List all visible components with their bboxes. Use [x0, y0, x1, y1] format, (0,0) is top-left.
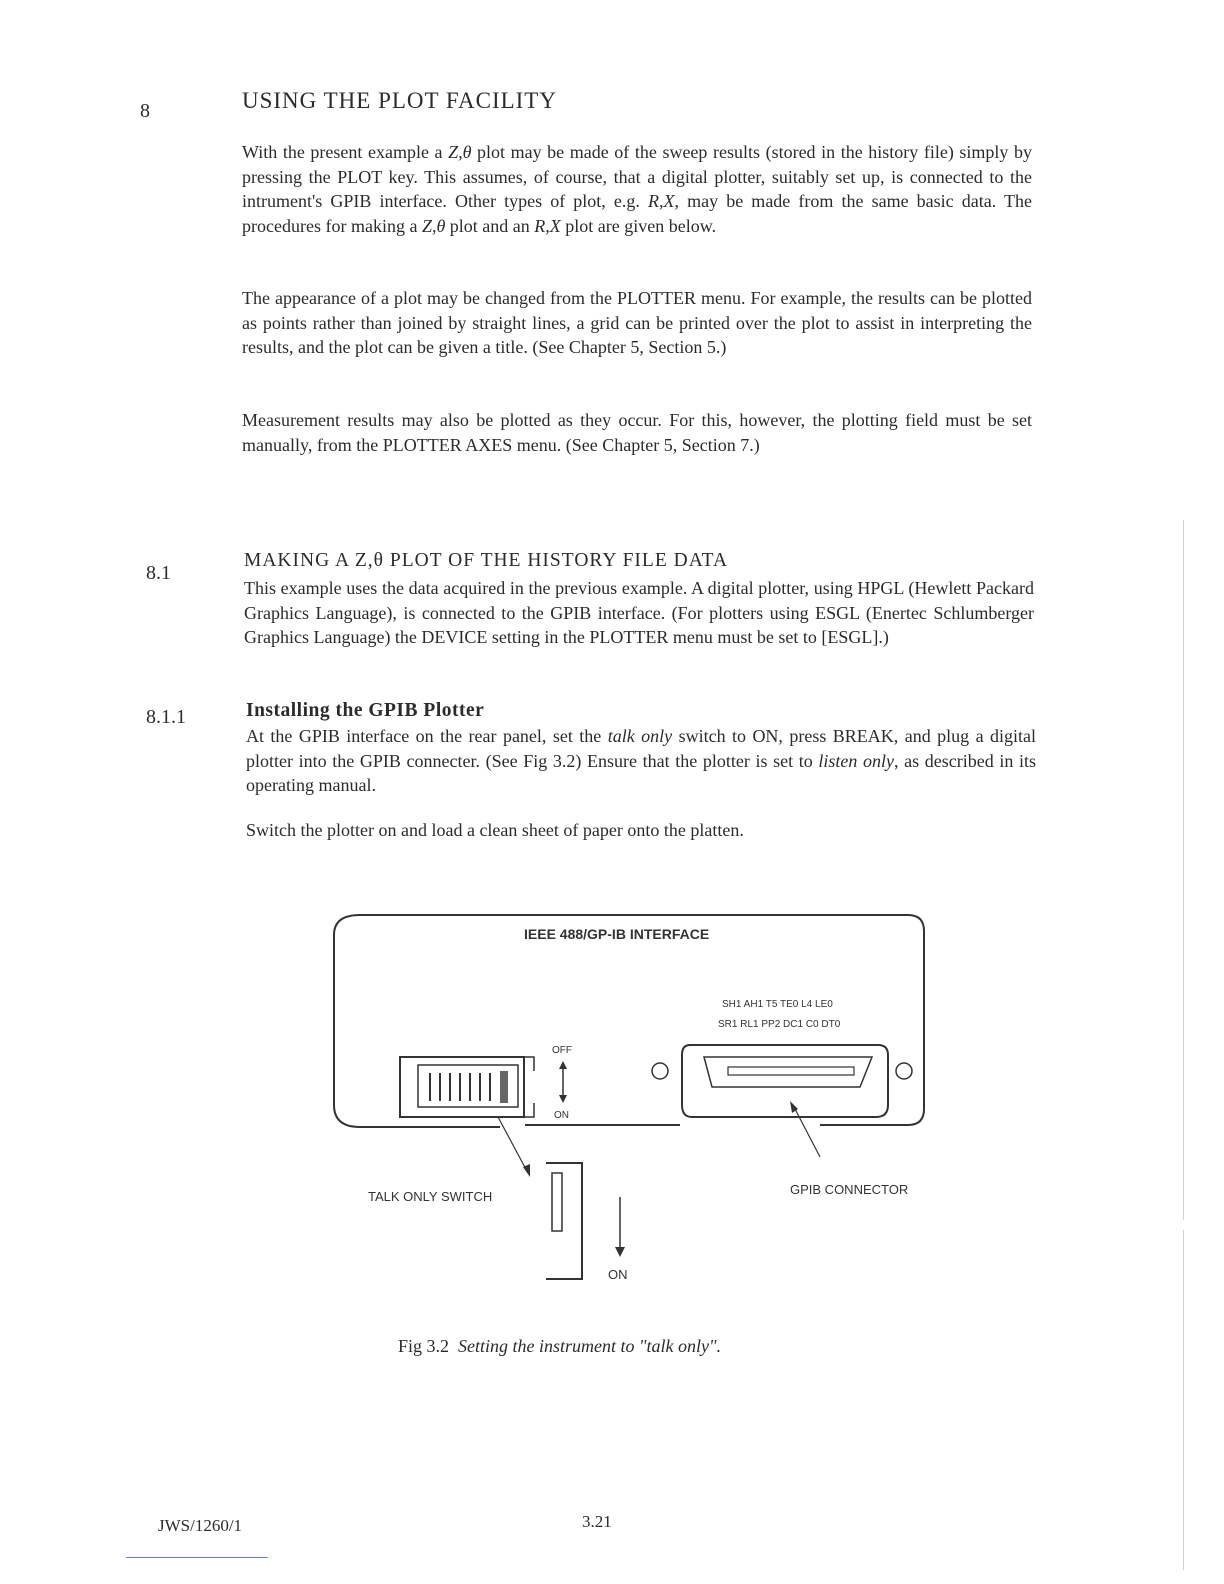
- text-run: At the GPIB interface on the rear panel, set the: [246, 726, 608, 746]
- section-title: USING THE PLOT FACILITY: [242, 88, 557, 113]
- text-run: plot are given below.: [560, 215, 717, 236]
- dip-switch-bars: [430, 1073, 490, 1101]
- footer-rule: [126, 1557, 268, 1558]
- italic-run: listen only: [818, 750, 894, 771]
- interface-codes-line1: SH1 AH1 T5 TE0 L4 LE0: [722, 999, 833, 1010]
- connector-socket: [704, 1057, 872, 1087]
- paragraph-plot-appearance: The appearance of a plot may be changed from the PLOTTER menu. For example, the results can be plotted as points rather than joined by straight lines, a grid can be printed over the plot to assist in interpreting the results, and the plot can be given a title. (See Chapter 5, Section 5.): [242, 288, 1032, 357]
- talk-only-leader: [498, 1117, 528, 1173]
- scan-margin-line: [1183, 520, 1184, 1220]
- off-label: OFF: [552, 1045, 572, 1056]
- mounting-hole-left: [652, 1063, 668, 1079]
- italic-run: R,X: [648, 191, 675, 211]
- italic-run: R,X: [534, 215, 561, 236]
- figure-caption: [398, 1336, 721, 1357]
- paragraph-switch-on: Switch the plotter on and load a clean sheet of paper onto the platten.: [246, 820, 744, 840]
- text-run: With the present example a: [242, 142, 449, 162]
- italic-run: Z,θ: [421, 215, 446, 236]
- paragraph-installing: [246, 724, 1036, 798]
- subsubsection-title: Installing the GPIB Plotter: [246, 700, 485, 721]
- on-label-bottom: ON: [608, 1267, 628, 1282]
- arrow-down-icon: [559, 1095, 567, 1103]
- switch-detail: [546, 1163, 628, 1282]
- paragraph-intro: [242, 140, 1032, 238]
- gpib-leader: [794, 1107, 820, 1157]
- arrow-down-icon: [615, 1247, 625, 1257]
- scan-margin-line: [1183, 1230, 1184, 1570]
- text-run: switch to ON, press BREAK, and plug a digital plotter into the GPIB connecter. (See Fig 3.2) Ensure that the plotter is set to: [246, 726, 1037, 771]
- text-run: plot and an: [445, 215, 535, 236]
- gpib-connector-label: GPIB CONNECTOR: [790, 1182, 909, 1197]
- section-number: 8: [140, 100, 150, 122]
- connector-contacts: [728, 1067, 854, 1075]
- paragraph-history-example: This example uses the data acquired in the previous example. A digital plotter, using HPGL (Hewlett Packard Graphics Language), is connected to the GPIB interface. (For plotters using ESGL (Enertec Schlumberger Graphics Language) the DEVICE setting in the PLOTTER menu must be set to [ESGL].): [244, 578, 1034, 647]
- text-run: plot may be made of the sweep results (stored in the history file) simply by pressing the PLOT key. This assumes, of course, that a digital plotter, suitably set up, is connected to the intrument's GPIB interface. Other types of plot, e.g.: [242, 142, 1032, 211]
- switch-detail-lever: [552, 1173, 562, 1231]
- caption-number: Fig 3.2: [398, 1336, 450, 1356]
- subsection-number: 8.1: [146, 562, 171, 584]
- subsection-title: MAKING A Z,θ PLOT OF THE HISTORY FILE DATA: [244, 550, 729, 571]
- talk-only-switch: [400, 1057, 534, 1117]
- gpib-interface-diagram: [320, 905, 940, 1295]
- italic-run: talk only: [607, 726, 673, 746]
- mounting-hole-right: [896, 1063, 912, 1079]
- subsubsection-number: 8.1.1: [146, 706, 186, 728]
- footer-page-number: 3.21: [582, 1512, 612, 1531]
- caption-text: Setting the instrument to "talk only".: [458, 1336, 722, 1356]
- connector-shell: [682, 1045, 888, 1117]
- panel-outline-left: [334, 915, 500, 1127]
- talk-only-lever: [500, 1071, 508, 1103]
- on-label: ON: [554, 1110, 569, 1121]
- interface-codes-line2: SR1 RL1 PP2 DC1 C0 DT0: [718, 1019, 841, 1030]
- text-run: , as described in its operating manual.: [246, 750, 1036, 795]
- gpib-connector: [652, 1045, 912, 1117]
- arrow-up-icon: [559, 1061, 567, 1069]
- panel-title: IEEE 488/GP-IB INTERFACE: [524, 926, 710, 942]
- footer-doc-id: JWS/1260/1: [158, 1516, 243, 1535]
- paragraph-measurement-results: Measurement results may also be plotted as they occur. For this, however, the plotting field must be set manually, from the PLOTTER AXES menu. (See Chapter 5, Section 7.): [242, 410, 1032, 455]
- text-run: , may be made from the same basic data. The procedures for making a: [242, 191, 1033, 236]
- talk-only-label: TALK ONLY SWITCH: [368, 1189, 493, 1204]
- italic-run: Z,θ: [448, 142, 472, 162]
